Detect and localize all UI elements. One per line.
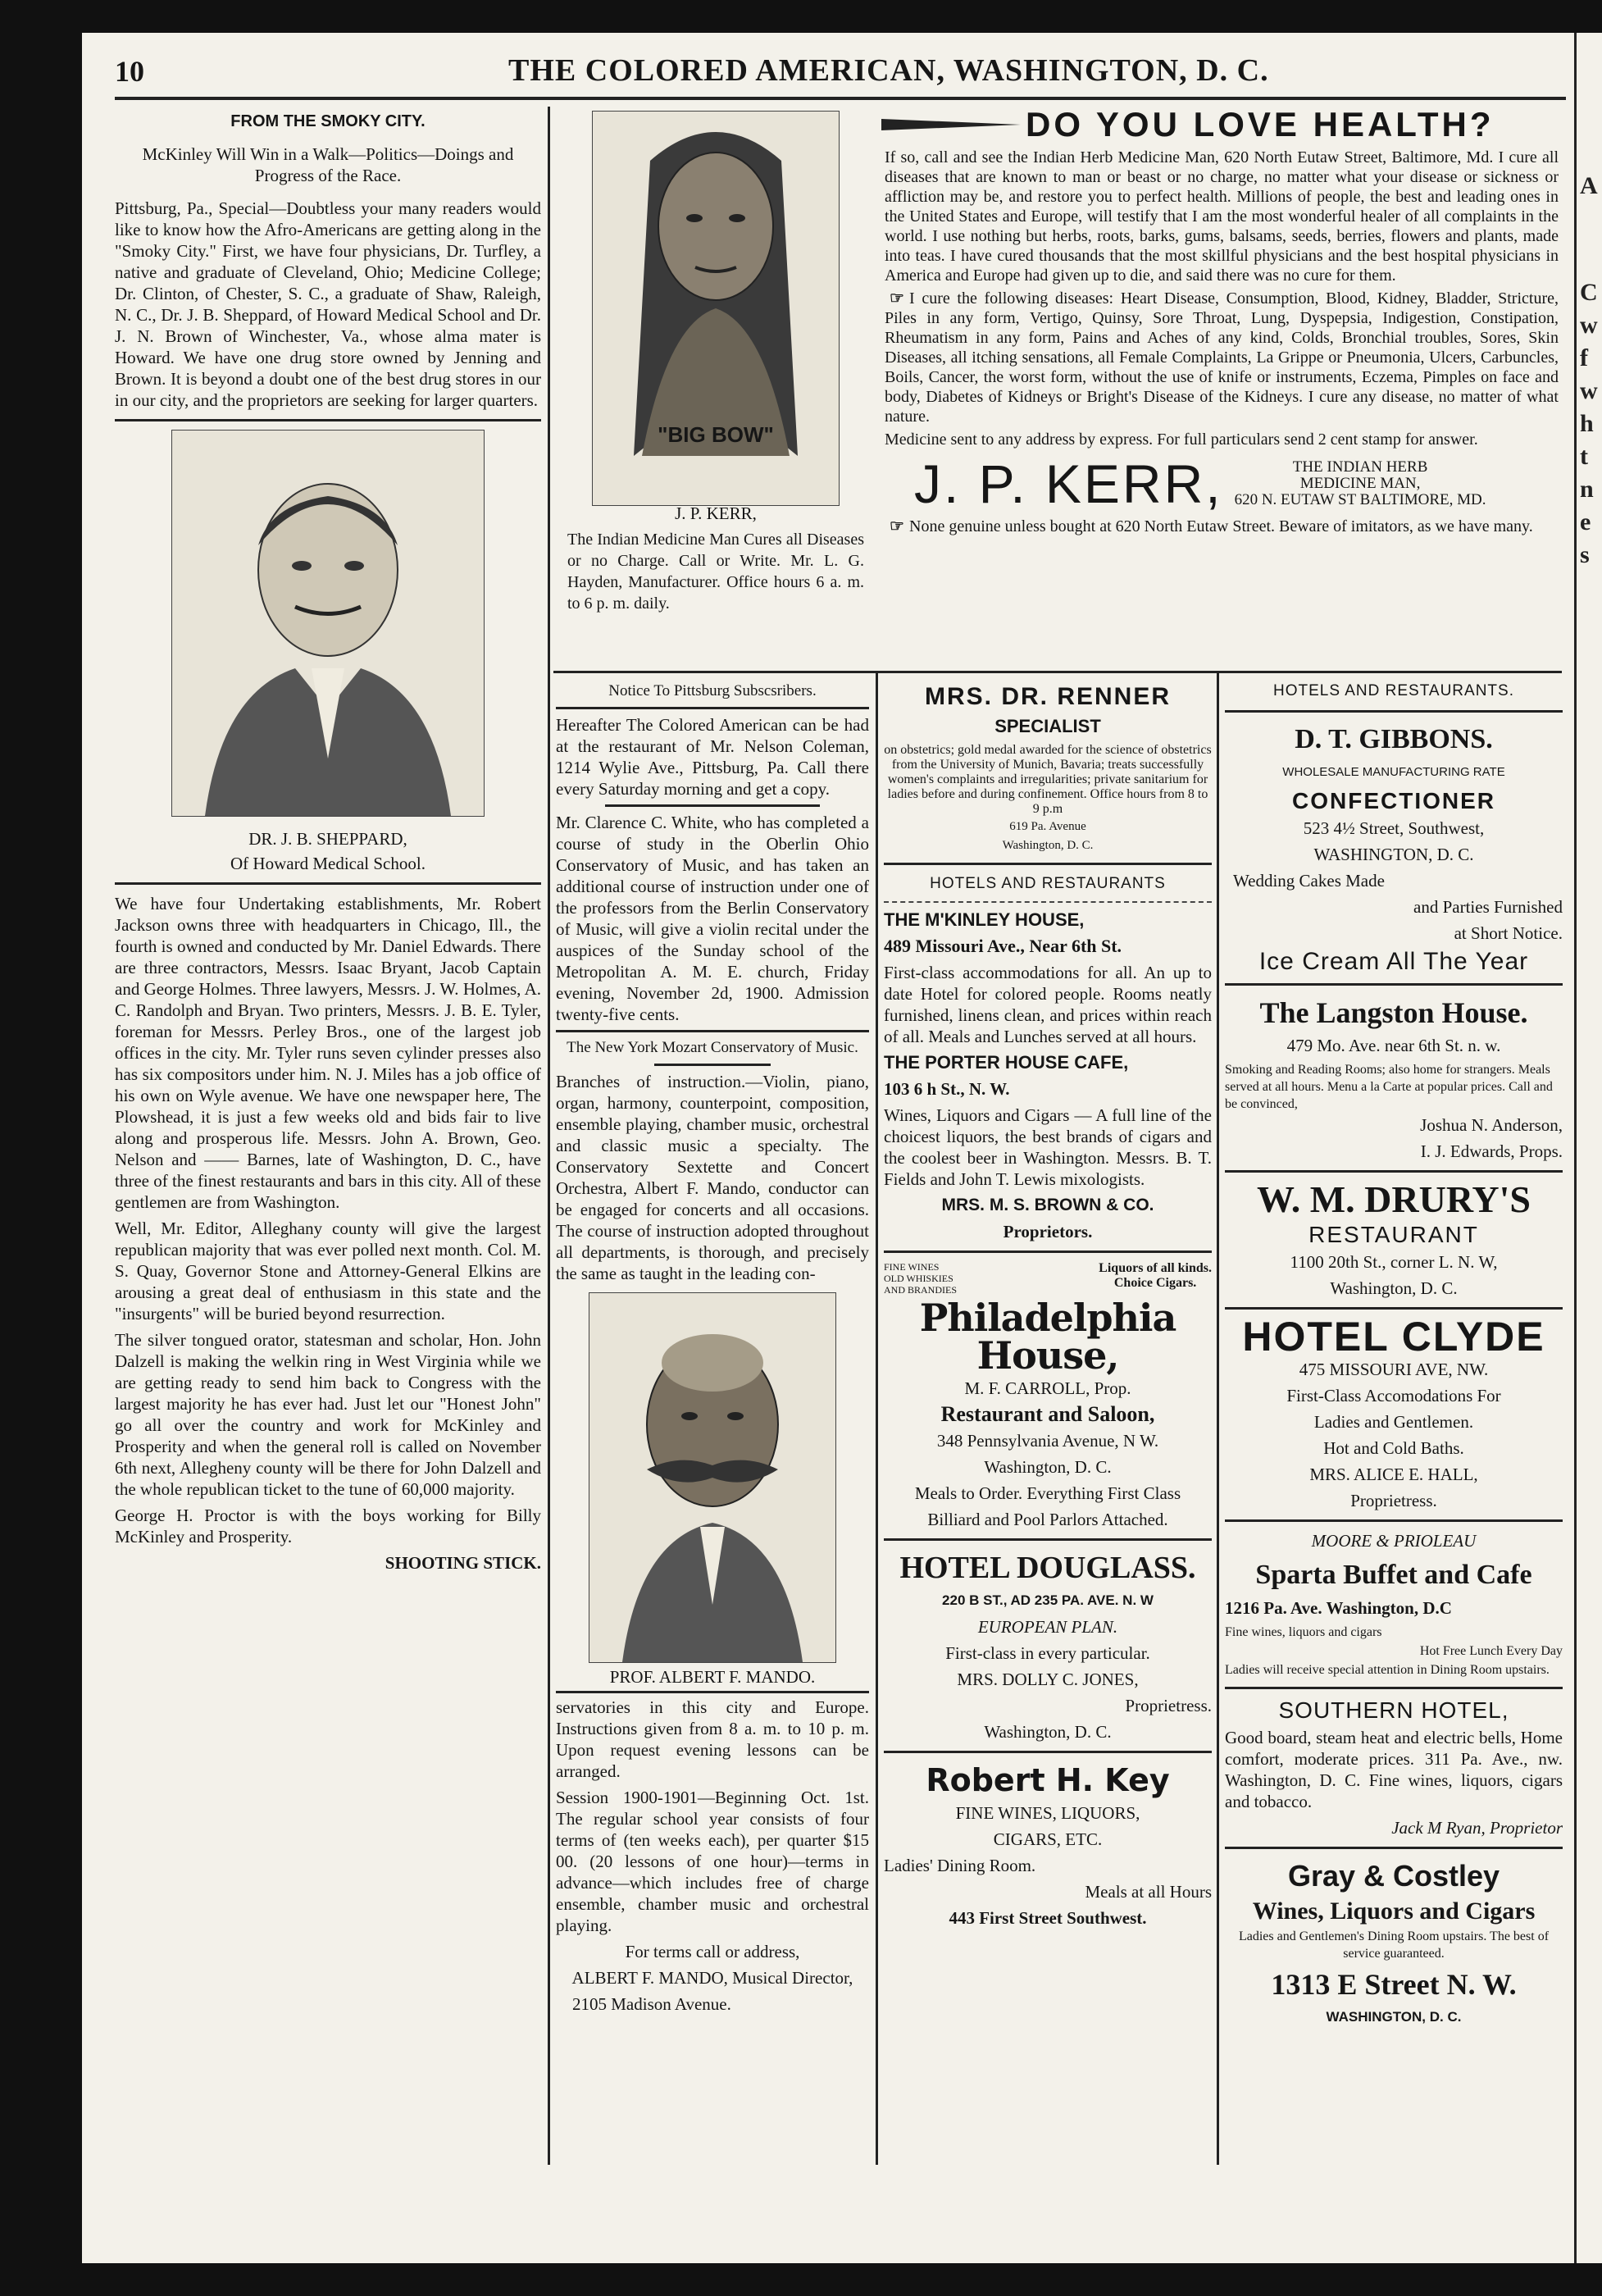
douglass-city: Washington, D. C. <box>984 1722 1112 1742</box>
divider <box>115 882 541 885</box>
douglass-address: 220 B ST., AD 235 PA. AVE. N. W <box>942 1592 1154 1608</box>
divider <box>654 1064 771 1066</box>
portrait-subcaption: Of Howard Medical School. <box>230 854 426 873</box>
phila-right-line: Choice Cigars. <box>1113 1276 1197 1290</box>
sparta-props: MOORE & PRIOLEAU <box>1311 1531 1477 1551</box>
porter-name: THE PORTER HOUSE CAFE, <box>884 1052 1129 1073</box>
article-paragraph: The silver tongued orator, statesman and scholar, Hon. John Dalzell is making the welkin ring in West Virginia while we are getting ready to send him back to Congress with the largest majority he has ever had. Just let our "Honest John" go all over the country and work for McKinley and Prosperity and when the general roll is called on November 6th next, Allegheny county will be there for John Dalzell and the whole republican ticket to the tune of 60,000 majority. <box>115 1330 541 1499</box>
divider <box>884 1250 1212 1253</box>
column-rule <box>876 672 878 2165</box>
newspaper-page <box>82 33 1574 2263</box>
porter-props: MRS. M. S. BROWN & CO. <box>941 1196 1154 1214</box>
terms-address: 2105 Madison Avenue. <box>572 1994 731 2014</box>
portrait-label: "BIG BOW" <box>658 422 774 447</box>
porter-props-title: Proprietors. <box>1003 1222 1093 1241</box>
phila-left-line: FINE WINES <box>884 1261 940 1273</box>
mkinley-address: 489 Missouri Ave., Near 6th St. <box>884 936 1122 956</box>
phila-left-line: AND BRANDIES <box>884 1284 958 1296</box>
ad-name: J. P. KERR, <box>914 453 1223 514</box>
gibbons-text: Wedding Cakes Made <box>1233 871 1385 891</box>
gibbons-name: D. T. GIBBONS. <box>1295 724 1493 754</box>
section-heading: HOTELS AND RESTAURANTS. <box>1273 682 1514 699</box>
sparta-name: Sparta Buffet and Cafe <box>1255 1560 1532 1590</box>
renner-text: on obstetrics; gold medal awarded for the science of obstetrics from the University of Munich, Bavaria; treats successfully women's complaints and irregularities; private sanitarium for ladies before and during confinement. Office hours from 8 to 9 p.m <box>884 743 1212 816</box>
column-hotels-restaurants <box>1225 681 1563 2165</box>
strip-letter: s <box>1580 541 1590 568</box>
phila-type: Restaurant and Saloon, <box>940 1402 1155 1426</box>
divider <box>884 901 1212 903</box>
gibbons-type: CONFECTIONER <box>1292 788 1495 813</box>
phila-address: 348 Pennsylvania Avenue, N W. <box>936 1431 1159 1451</box>
strip-letter: e <box>1580 508 1591 535</box>
article-paragraph: Session 1900-1901—Beginning Oct. 1st. The regular school year consists of four terms of (ten weeks each), per quarter $15 00. (20 lessons of one hour)—terms in advance—which includes free of charge ensemble, chamber music and orchestral playing. <box>556 1788 869 1935</box>
ad-paragraph <box>885 289 1559 426</box>
article-heading: FROM THE SMOKY CITY. <box>230 112 426 130</box>
strip-letter: t <box>1580 443 1588 470</box>
divider <box>556 1691 869 1693</box>
divider <box>1225 710 1563 713</box>
gibbons-city: WASHINGTON, D. C. <box>1313 845 1474 864</box>
divider <box>1225 1307 1563 1310</box>
divider <box>1225 1687 1563 1689</box>
renner-city: Washington, D. C. <box>1002 839 1094 852</box>
gray-sub: Wines, Liquors and Cigars <box>1252 1897 1536 1925</box>
langston-address: 479 Mo. Ave. near 6th St. n. w. <box>1286 1036 1501 1055</box>
column-smoky-city <box>115 111 541 2161</box>
divider <box>556 707 869 709</box>
divider <box>1225 983 1563 986</box>
notice-text: Hereafter The Colored American can be had at the restaurant of Mr. Nelson Coleman, 1214 Wylie Ave., Pittsburg, Pa. Call there every Saturday morning and get a copy. <box>556 715 869 799</box>
article-paragraph: Pittsburg, Pa., Special—Doubtless your many readers would like to know how the Afro-Americans are getting along in the "Smoky City." First, we have four physicians, Dr. Turfley, a native and graduate of Cleveland, Ohio; Medicine College; Dr. Clinton, of Chester, S. C., a graduate of Shaw, Raleigh, N. C., Dr. J. B. Sheppard, of Howard Medical School and Dr. J. N. Brown of Winchester, Va., whose alma mater is Howard. We have one drug store owned by Jenning and Brown. It is beyond a doubt one of the best drug stores in our in our city, and the proprietors are seeking for larger quarters. <box>115 198 541 410</box>
column-music-notices <box>556 681 869 2165</box>
phila-city: Washington, D. C. <box>984 1457 1112 1477</box>
divider <box>1225 1847 1563 1849</box>
langston-prop: I. J. Edwards, Props. <box>1420 1141 1563 1161</box>
phila-meals: Meals to Order. Everything First Class <box>914 1483 1181 1503</box>
kerr-health-ad <box>881 105 1562 671</box>
mkinley-text: First-class accommodations for all. An up to date Hotel for colored people. Rooms neatly furnished, linens clean, and prices within reach of all. Meals and Lunches served at all hours. <box>884 963 1212 1046</box>
porter-address: 103 6 h St., N. W. <box>884 1079 1010 1099</box>
sparta-text: Ladies will receive special attention in Dining Room upstairs. <box>1225 1663 1550 1677</box>
langston-name: The Langston House. <box>1259 996 1528 1029</box>
mozart-heading: The New York Mozart Conservatory of Music. <box>567 1039 858 1056</box>
strip-letter: w <box>1580 377 1598 404</box>
strip-letter: n <box>1580 476 1594 503</box>
langston-prop: Joshua N. Anderson, <box>1420 1115 1563 1135</box>
article-paragraph: Mr. Clarence C. White, who has completed a course of study in the Oberlin Ohio Conservatory of Music, and has taken an additional course of instruction under one of the professors from the Berlin Conservatory of Music, will give a violin recital under the auspices of the Sunday school of the Metropolitan A. M. E. church, Friday evening, November 2d, 1900. Admission twenty-five cents. <box>556 813 869 1024</box>
ad-title: MEDICINE MAN, <box>1299 475 1421 492</box>
ad-warning-text: None genuine unless bought at 620 North Eutaw Street. Beware of imitators, as we have many. <box>909 517 1533 535</box>
southern-text: Good board, steam heat and electric bells, Home comfort, moderate prices. 311 Pa. Ave., nw. Washington, D. C. Fine wines, liquors, cigars and tobacco. <box>1225 1728 1563 1811</box>
adjacent-page-strip <box>1574 33 1602 2263</box>
strip-letter: w <box>1580 312 1598 339</box>
terms-name: ALBERT F. MANDO, Musical Director, <box>571 1968 853 1988</box>
douglass-prop-title: Proprietress. <box>1125 1696 1212 1715</box>
newspaper-masthead: THE COLORED AMERICAN, WASHINGTON, D. C. <box>508 53 1269 88</box>
portrait-caption: DR. J. B. SHEPPARD, <box>248 829 407 849</box>
article-paragraph: Branches of instruction.—Violin, piano, organ, harmony, counterpoint, composition, ensemble playing, chamber music, orchestral and classic music a specialty. The Conservatory Sextette and Concert Orchestra, Albert F. Mando, conductor can be engaged for concerts and all occasions. The course of instruction adopted throughout all departments, is thorough, and precisely the same as taught in the leading con- <box>556 1072 869 1283</box>
gray-city: WASHINGTON, D. C. <box>1326 2009 1462 2025</box>
ad-title: THE INDIAN HERB <box>1292 458 1428 476</box>
clyde-prop: MRS. ALICE E. HALL, <box>1309 1465 1478 1484</box>
phila-right-line: Liquors of all kinds. <box>1099 1261 1212 1275</box>
notice-heading: Notice To Pittsburg Subscsribers. <box>608 682 817 699</box>
divider <box>605 804 820 807</box>
column-ads-middle <box>884 681 1212 2165</box>
renner-address: 619 Pa. Avenue <box>1009 820 1086 833</box>
pointing-hand-icon: ☞ <box>890 517 904 535</box>
gibbons-ice-cream: Ice Cream All The Year <box>1258 948 1529 975</box>
strip-letter: C <box>1580 279 1598 306</box>
renner-name: MRS. DR. RENNER <box>924 683 1171 710</box>
key-line: Meals at all Hours <box>1085 1882 1212 1902</box>
divider <box>1225 1170 1563 1173</box>
gray-address: 1313 E Street N. W. <box>1271 1968 1517 2001</box>
mando-portrait <box>589 1292 836 1663</box>
gibbons-address: 523 4½ Street, Southwest, <box>1303 818 1485 838</box>
douglass-plan: EUROPEAN PLAN. <box>977 1617 1118 1637</box>
ad-paragraph: Medicine sent to any address by express. For full particulars send 2 cent stamp for answer. <box>885 430 1478 449</box>
gray-name: Gray & Costley <box>1287 1859 1500 1893</box>
portrait-caption: J. P. KERR, <box>675 503 757 523</box>
horizontal-rule <box>553 671 1562 673</box>
sparta-text: Fine wines, liquors and cigars <box>1225 1625 1382 1639</box>
column-rule <box>548 107 550 2165</box>
clyde-text: Ladies and Gentlemen. <box>1313 1412 1474 1432</box>
porter-text: Wines, Liquors and Cigars — A full line of the choicest liquors, the best brands of cigars and the coolest beer in Washington. Messrs. B. T. Fields and John T. Lewis mixologists. <box>884 1105 1212 1189</box>
southern-prop: Jack M Ryan, Proprietor <box>1391 1818 1563 1838</box>
key-address: 443 First Street Southwest. <box>949 1908 1147 1928</box>
mkinley-name: THE M'KINLEY HOUSE, <box>884 909 1085 930</box>
ad-paragraph: If so, call and see the Indian Herb Medicine Man, 620 North Eutaw Street, Baltimore, Md. I cure all diseases that are known to man or beast or no charge, no matter what your disease or sickness or affliction may be, and restore you to perfect health. Millions of people, the best and leading ones in the United States and Europe, will testify that I am the most wonderful healer of all complaints in the world. I use nothing but herbs, roots, barks, gums, balsams, seeds, berries, flowers and plants, made into teas. I have cured thousands that the most skillful physicians and the best hospital physicians in America and Europe had given up to die, and said there was no cure for them. <box>885 148 1559 285</box>
clyde-address: 475 MISSOURI AVE, NW. <box>1299 1360 1489 1379</box>
strip-letter: h <box>1580 410 1594 437</box>
divider <box>115 419 541 421</box>
drury-name: W. M. DRURY'S <box>1256 1178 1531 1220</box>
clyde-prop-title: Proprietress. <box>1350 1491 1437 1510</box>
sparta-text: Hot Free Lunch Every Day <box>1419 1644 1563 1658</box>
key-line: FINE WINES, LIQUORS, <box>955 1803 1140 1823</box>
gray-text: Ladies and Gentlemen's Dining Room upstairs. The best of service guaranteed. <box>1238 1929 1550 1961</box>
langston-text: Smoking and Reading Rooms; also home for strangers. Meals served at all hours. Menu a la Carte at popular prices. Call and be convinced, <box>1225 1063 1553 1111</box>
douglass-text: First-class in every particular. <box>945 1643 1150 1663</box>
strip-letter: f <box>1580 344 1588 371</box>
divider <box>1225 1519 1563 1522</box>
divider <box>556 1030 869 1032</box>
article-signature: SHOOTING STICK. <box>385 1553 541 1573</box>
strip-letter: A <box>1580 172 1598 199</box>
page-number: 10 <box>115 55 144 88</box>
article-paragraph: servatories in this city and Europe. Instructions given from 8 a. m. to 10 p. m. Upon request evening lessons can be arranged. <box>556 1697 869 1781</box>
douglass-name: HOTEL DOUGLASS. <box>899 1551 1196 1585</box>
gibbons-sub: WHOLESALE MANUFACTURING RATE <box>1282 765 1505 779</box>
key-line: Ladies' Dining Room. <box>884 1856 1036 1875</box>
sparta-address: 1216 Pa. Ave. Washington, D.C <box>1225 1598 1452 1618</box>
article-paragraph: Well, Mr. Editor, Alleghany county will give the largest republican majority that was ever polled next month. Col. M. S. Quay, Governor Stone and Attorney-General Elkins are arousing a great deal of enthusiasm in this state and the "insurgents" will be buried beyond resurrection. <box>115 1219 541 1323</box>
article-paragraph: We have four Undertaking establishments, Mr. Robert Jackson owns three with headquarters in Chicago, Ill., the fourth is owned and conducted by Mr. Daniel Edwards. There are three contractors, Messrs. Isaac Bryant, Jacob Captain and George Holmes. Three lawyers, Messrs. J. W. Holmes, A. C. Randolph and Bryan. Two printers, Messrs. J. B. E. Tyler, foreman for Messrs. Perley Bros., one of the largest job offices in the city. Mr. Tyler runs seven cylinder presses also has six compositors under him. N. J. Miles has a job office of his own on Wyle avenue. We have one newspaper here, The Plowshead, it is just a few weeks old and bids fair to live along and prosperous life. Messrs. John A. Brown, Geo. Nelson and —— Barnes, late of Washington, D. C., have three of the finest restaurants and bars in this city. All of these gentlemen are from Washington. <box>115 894 541 1212</box>
article-paragraph: George H. Proctor is with the boys working for Billy McKinley and Prosperity. <box>115 1506 541 1547</box>
divider <box>884 863 1212 865</box>
kerr-portrait-text: The Indian Medicine Man Cures all Diseases or no Charge. Call or Write. Mr. L. G. Hayden, Manufacturer. Office hours 6 a. m. to 6 p. m. daily. <box>567 531 864 613</box>
renner-title: SPECIALIST <box>994 716 1101 736</box>
terms-text: For terms call or address, <box>625 1942 800 1961</box>
gibbons-text: at Short Notice. <box>1454 923 1563 943</box>
clyde-text: First-Class Accomodations For <box>1286 1386 1501 1405</box>
phila-left-line: OLD WHISKIES <box>884 1273 953 1284</box>
drury-city: Washington, D. C. <box>1330 1278 1458 1298</box>
divider <box>884 1751 1212 1753</box>
article-subheading: McKinley Will Win in a Walk—Politics—Doings and Progress of the Race. <box>142 144 514 185</box>
drury-type: RESTAURANT <box>1308 1222 1479 1247</box>
portrait-caption: PROF. ALBERT F. MANDO. <box>609 1667 816 1687</box>
douglass-prop: MRS. DOLLY C. JONES, <box>957 1670 1139 1689</box>
ad-diseases-text: I cure the following diseases: Heart Disease, Consumption, Blood, Kidney, Bladder, Stricture, Piles in any form, Vertigo, Quinsy, Sore Throat, Lung, Dyspepsia, Indigestion, Constipation, Rheumatism in any form, Pains and Aches of any kind, Colds, Bronchial troubles, Sores, Skin Diseases, all itching sensations, all Female Complaints, La Grippe or Pneumonia, Ulcers, Carbuncles, Boils, Cancer, the worst form, without the use of knife or instruments, Eczema, Pimples on face and body, Diabetes of Kidneys or Bright's Disease of the Kidneys. I cure any disease, no matter of what nature. <box>885 289 1559 426</box>
southern-name: SOUTHERN HOTEL, <box>1278 1697 1509 1723</box>
ad-warning <box>885 517 1559 536</box>
key-line: CIGARS, ETC. <box>993 1829 1103 1849</box>
drury-address: 1100 20th St., corner L. N. W, <box>1290 1252 1498 1272</box>
key-name: Robert H. Key <box>926 1762 1170 1798</box>
ad-headline: DO YOU LOVE HEALTH? <box>1026 105 1495 144</box>
gibbons-text: and Parties Furnished <box>1413 897 1563 917</box>
section-heading: HOTELS AND RESTAURANTS <box>930 875 1166 892</box>
pointing-hand-icon: ☞ <box>890 289 904 308</box>
sheppard-portrait <box>171 430 485 817</box>
column-rule <box>1217 672 1219 2165</box>
clyde-text: Hot and Cold Baths. <box>1323 1438 1464 1458</box>
phila-prop: M. F. CARROLL, Prop. <box>964 1378 1131 1398</box>
page-header <box>115 48 1566 100</box>
pointer-arrow-icon <box>881 112 1021 137</box>
clyde-name: HOTEL CLYDE <box>1242 1314 1545 1360</box>
phila-name: Philadelphia House, <box>919 1296 1176 1378</box>
phila-billiard: Billiard and Pool Parlors Attached. <box>927 1510 1168 1529</box>
ad-address: 620 N. EUTAW ST BALTIMORE, MD. <box>1234 491 1486 508</box>
kerr-portrait-block <box>556 111 876 668</box>
divider <box>884 1538 1212 1541</box>
